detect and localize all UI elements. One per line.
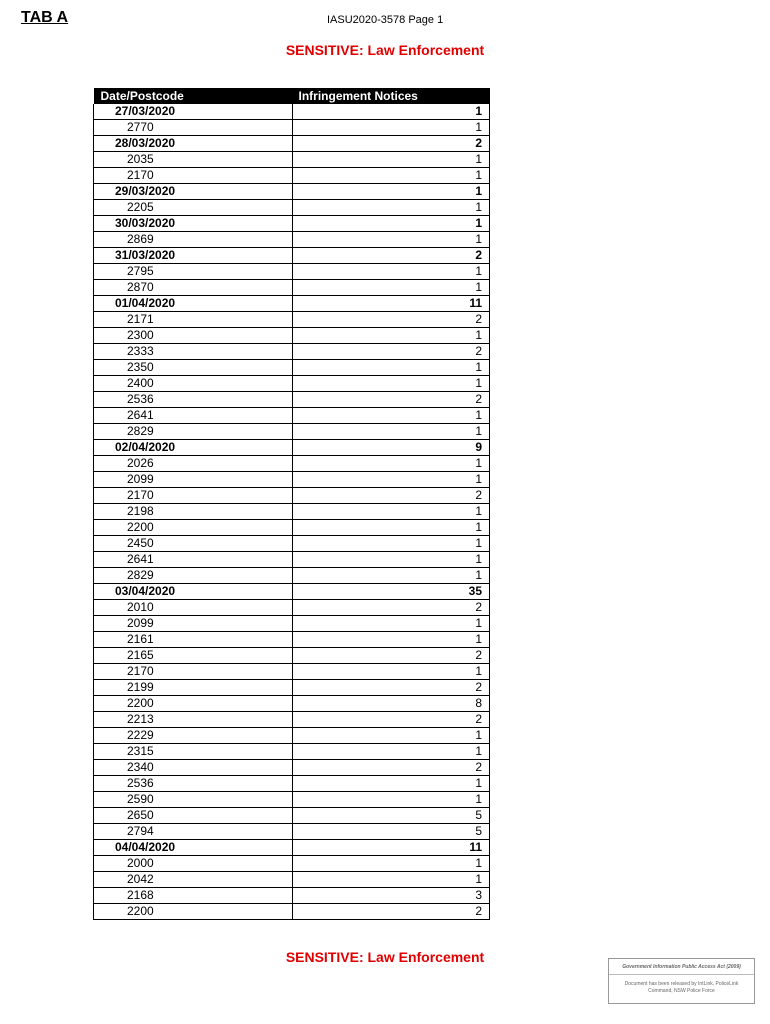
date-row: [94, 296, 490, 312]
postcode-row: [94, 392, 490, 408]
postcode-cell: 2650: [94, 808, 293, 824]
postcode-row: [94, 696, 490, 712]
postcode-row: [94, 264, 490, 280]
notice-count-cell: 1: [293, 472, 490, 488]
postcode-row: [94, 312, 490, 328]
postcode-cell: 2010: [94, 600, 293, 616]
postcode-cell: 2870: [94, 280, 293, 296]
notice-count-cell: 1: [293, 216, 490, 232]
notice-count-cell: 1: [293, 744, 490, 760]
postcode-row: [94, 824, 490, 840]
date-cell: 27/03/2020: [94, 104, 293, 120]
notice-count-cell: 11: [293, 296, 490, 312]
date-row: [94, 136, 490, 152]
date-cell: 30/03/2020: [94, 216, 293, 232]
postcode-row: [94, 552, 490, 568]
postcode-cell: 2536: [94, 776, 293, 792]
notice-count-cell: 2: [293, 136, 490, 152]
postcode-cell: 2168: [94, 888, 293, 904]
postcode-row: [94, 600, 490, 616]
notice-count-cell: 1: [293, 536, 490, 552]
notice-count-cell: 35: [293, 584, 490, 600]
notice-count-cell: 1: [293, 568, 490, 584]
classification-header: [0, 42, 770, 58]
notice-count-cell: 11: [293, 840, 490, 856]
notice-count-cell: 1: [293, 264, 490, 280]
notice-count-cell: 2: [293, 648, 490, 664]
notice-count-cell: 5: [293, 808, 490, 824]
postcode-row: [94, 616, 490, 632]
notice-count-cell: 1: [293, 168, 490, 184]
notice-count-cell: 1: [293, 504, 490, 520]
postcode-cell: 2213: [94, 712, 293, 728]
postcode-cell: 2170: [94, 168, 293, 184]
notice-count-cell: 2: [293, 488, 490, 504]
date-cell: 28/03/2020: [94, 136, 293, 152]
postcode-cell: 2795: [94, 264, 293, 280]
notice-count-cell: 1: [293, 856, 490, 872]
date-row: [94, 184, 490, 200]
notice-count-cell: 1: [293, 632, 490, 648]
date-row: [94, 104, 490, 120]
postcode-cell: 2198: [94, 504, 293, 520]
page-reference: IASU2020-3578 Page 1: [327, 14, 444, 26]
postcode-row: [94, 520, 490, 536]
notice-count-cell: 8: [293, 696, 490, 712]
postcode-row: [94, 152, 490, 168]
postcode-cell: 2099: [94, 472, 293, 488]
postcode-row: [94, 792, 490, 808]
postcode-row: [94, 408, 490, 424]
notice-count-cell: 1: [293, 616, 490, 632]
notice-count-cell: 1: [293, 360, 490, 376]
postcode-cell: 2300: [94, 328, 293, 344]
postcode-row: [94, 424, 490, 440]
date-cell: 01/04/2020: [94, 296, 293, 312]
notice-count-cell: 1: [293, 184, 490, 200]
notice-count-cell: 2: [293, 680, 490, 696]
column-header-date-postcode: Date/Postcode: [94, 88, 293, 104]
notice-count-cell: 1: [293, 104, 490, 120]
postcode-cell: 2035: [94, 152, 293, 168]
postcode-cell: 2400: [94, 376, 293, 392]
postcode-row: [94, 328, 490, 344]
release-stamp-title: Government Information Public Access Act (2009): [609, 964, 754, 975]
postcode-cell: 2350: [94, 360, 293, 376]
date-cell: 02/04/2020: [94, 440, 293, 456]
notice-count-cell: 1: [293, 200, 490, 216]
date-row: [94, 440, 490, 456]
postcode-row: [94, 872, 490, 888]
postcode-row: [94, 776, 490, 792]
date-row: [94, 248, 490, 264]
postcode-row: [94, 680, 490, 696]
tab-label: TAB A: [21, 9, 69, 26]
postcode-row: [94, 856, 490, 872]
notice-count-cell: 2: [293, 248, 490, 264]
postcode-row: [94, 664, 490, 680]
postcode-cell: 2099: [94, 616, 293, 632]
notice-count-cell: 1: [293, 120, 490, 136]
notice-count-cell: 1: [293, 872, 490, 888]
postcode-row: [94, 808, 490, 824]
notice-count-cell: 2: [293, 344, 490, 360]
postcode-row: [94, 456, 490, 472]
postcode-cell: 2869: [94, 232, 293, 248]
postcode-cell: 2641: [94, 408, 293, 424]
classification-footer-text: SENSITIVE: Law Enforcement: [285, 949, 485, 965]
release-stamp-text: Document has been released by IntLink, PoliceLink Command, NSW Police Force: [624, 981, 739, 994]
notice-count-cell: 1: [293, 728, 490, 744]
postcode-cell: 2170: [94, 488, 293, 504]
postcode-cell: 2000: [94, 856, 293, 872]
notice-count-cell: 1: [293, 232, 490, 248]
postcode-cell: 2536: [94, 392, 293, 408]
date-row: [94, 584, 490, 600]
column-header-infringement-notices: Infringement Notices: [293, 88, 490, 104]
release-stamp: [608, 958, 755, 1004]
postcode-cell: 2042: [94, 872, 293, 888]
notice-count-cell: 2: [293, 392, 490, 408]
date-cell: 04/04/2020: [94, 840, 293, 856]
notice-count-cell: 1: [293, 792, 490, 808]
notice-count-cell: 1: [293, 456, 490, 472]
postcode-cell: 2205: [94, 200, 293, 216]
notice-count-cell: 2: [293, 760, 490, 776]
postcode-row: [94, 488, 490, 504]
notice-count-cell: 1: [293, 424, 490, 440]
postcode-cell: 2229: [94, 728, 293, 744]
postcode-row: [94, 360, 490, 376]
date-row: [94, 840, 490, 856]
postcode-row: [94, 280, 490, 296]
table-header-row: [94, 88, 490, 104]
postcode-row: [94, 376, 490, 392]
table-body: [94, 104, 490, 920]
notice-count-cell: 2: [293, 712, 490, 728]
postcode-row: [94, 712, 490, 728]
date-cell: 03/04/2020: [94, 584, 293, 600]
postcode-row: [94, 344, 490, 360]
postcode-cell: 2315: [94, 744, 293, 760]
postcode-cell: 2200: [94, 696, 293, 712]
postcode-cell: 2165: [94, 648, 293, 664]
notice-count-cell: 1: [293, 552, 490, 568]
postcode-row: [94, 760, 490, 776]
notice-count-cell: 1: [293, 664, 490, 680]
notice-count-cell: 2: [293, 312, 490, 328]
postcode-row: [94, 904, 490, 920]
postcode-cell: 2794: [94, 824, 293, 840]
postcode-row: [94, 232, 490, 248]
postcode-row: [94, 472, 490, 488]
postcode-cell: 2641: [94, 552, 293, 568]
notice-count-cell: 1: [293, 328, 490, 344]
notice-count-cell: 5: [293, 824, 490, 840]
postcode-row: [94, 504, 490, 520]
postcode-cell: 2171: [94, 312, 293, 328]
postcode-cell: 2026: [94, 456, 293, 472]
date-cell: 31/03/2020: [94, 248, 293, 264]
date-row: [94, 216, 490, 232]
postcode-row: [94, 744, 490, 760]
postcode-cell: 2590: [94, 792, 293, 808]
notice-count-cell: 1: [293, 408, 490, 424]
notice-count-cell: 2: [293, 904, 490, 920]
postcode-cell: 2340: [94, 760, 293, 776]
postcode-cell: 2200: [94, 520, 293, 536]
notice-count-cell: 9: [293, 440, 490, 456]
classification-header-text: SENSITIVE: Law Enforcement: [285, 42, 485, 58]
postcode-cell: 2770: [94, 120, 293, 136]
infringement-table: [93, 88, 490, 920]
notice-count-cell: 1: [293, 776, 490, 792]
postcode-cell: 2161: [94, 632, 293, 648]
notice-count-cell: 1: [293, 520, 490, 536]
postcode-cell: 2170: [94, 664, 293, 680]
date-cell: 29/03/2020: [94, 184, 293, 200]
postcode-row: [94, 888, 490, 904]
notice-count-cell: 1: [293, 376, 490, 392]
postcode-row: [94, 120, 490, 136]
postcode-cell: 2829: [94, 568, 293, 584]
postcode-row: [94, 648, 490, 664]
postcode-row: [94, 200, 490, 216]
postcode-cell: 2200: [94, 904, 293, 920]
notice-count-cell: 2: [293, 600, 490, 616]
postcode-row: [94, 728, 490, 744]
postcode-row: [94, 536, 490, 552]
postcode-cell: 2450: [94, 536, 293, 552]
postcode-row: [94, 632, 490, 648]
postcode-cell: 2829: [94, 424, 293, 440]
postcode-cell: 2333: [94, 344, 293, 360]
postcode-row: [94, 568, 490, 584]
notice-count-cell: 3: [293, 888, 490, 904]
postcode-row: [94, 168, 490, 184]
notice-count-cell: 1: [293, 152, 490, 168]
notice-count-cell: 1: [293, 280, 490, 296]
postcode-cell: 2199: [94, 680, 293, 696]
